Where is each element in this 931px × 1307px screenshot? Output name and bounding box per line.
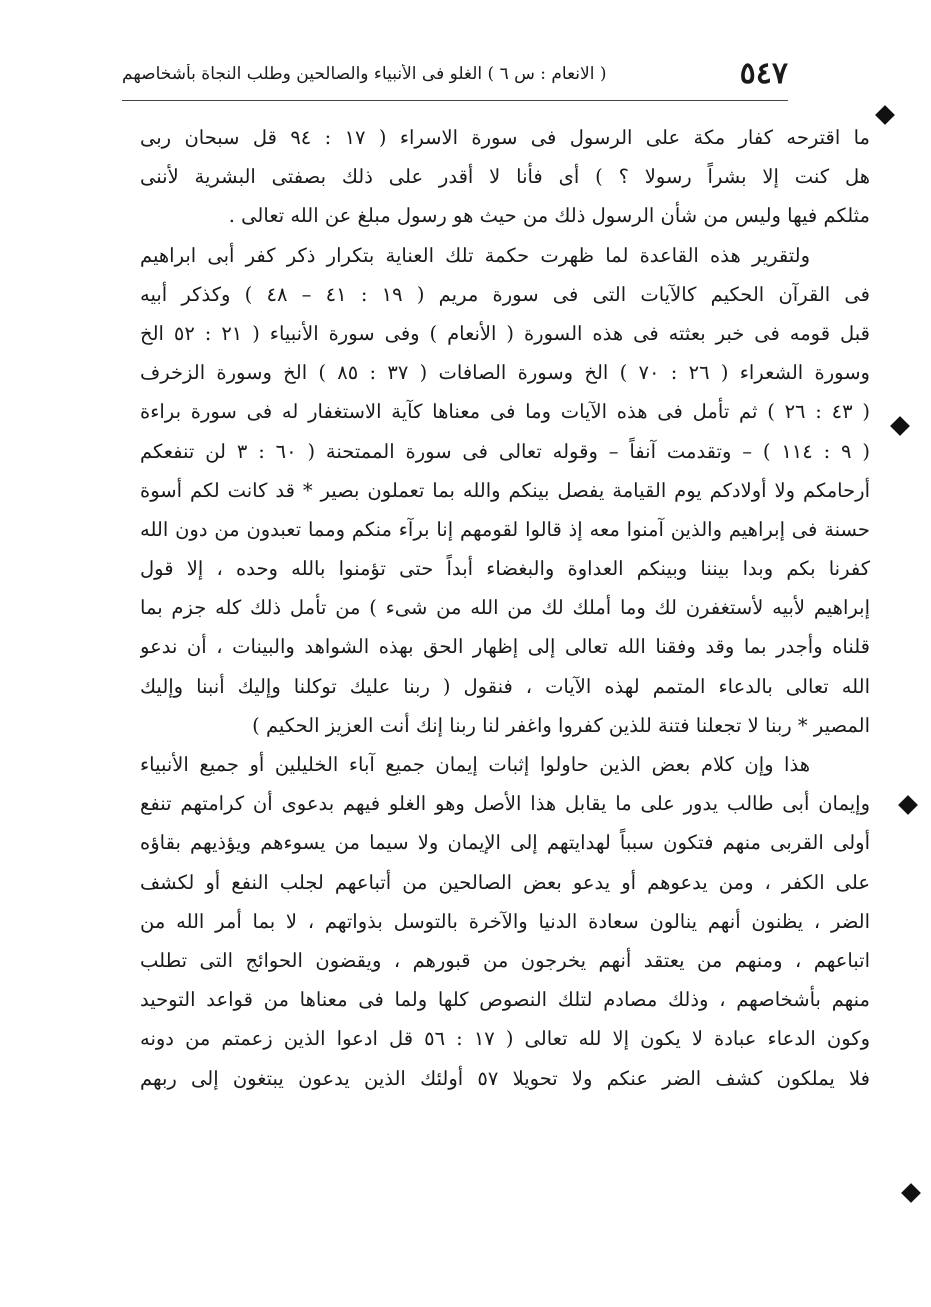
text-line: وسورة الشعراء ( ٢٦ : ٧٠ ) الخ وسورة الصافات ( ٣٧ : ٨٥ ) الخ وسورة الزخرف — [140, 361, 870, 385]
text-line: الضر ، يظنون أنهم ينالون سعادة الدنيا والآخرة بالتوسل بذواتهم ، لا بما أمر الله من — [140, 909, 870, 933]
text-line: اتباعهم ، ومنهم من يعتقد أنهم يخرجون من قبورهم ، ويقضون الحوائج التى تطلب — [140, 948, 870, 972]
page-number: ٥٤٧ — [739, 56, 788, 91]
margin-mark — [901, 1183, 921, 1203]
text-line: هذا وإن كلام بعض الذين حاولوا إثبات إيمان جميع آباء الخليلين أو جميع الأنبياء — [140, 753, 810, 776]
text-line: الله تعالى بالدعاء المتمم لهذه الآيات ، فنقول ( ربنا عليك توكلنا وإليك أنبنا وإليك — [140, 674, 870, 698]
running-title: ( الانعام : س ٦ ) الغلو فى الأنبياء والصالحين وطلب النجاة بأشخاصهم — [122, 64, 607, 84]
text-line: ( ٩ : ١١٤ ) – وتقدمت آنفاً – وقوله تعالى فى سورة الممتحنة ( ٦٠ : ٣ لن تنفعكم — [140, 439, 870, 463]
text-line: أرحامكم ولا أولادكم يوم القيامة يفصل بينكم والله بما تعملون بصير * قد كانت لكم أسوة — [140, 478, 870, 502]
body-text — [140, 118, 870, 1098]
text-line: كفرنا بكم وبدا بيننا وبينكم العداوة والبغضاء أبداً حتى تؤمنوا بالله وحده ، إلا قول — [140, 557, 870, 581]
text-line: مثلكم فيها وليس من شأن الرسول ذلك من حيث هو رسول مبلغ عن الله تعالى . — [228, 204, 870, 228]
text-line: المصير * ربنا لا تجعلنا فتنة للذين كفروا واغفر لنا ربنا إنك أنت العزيز الحكيم ) — [252, 713, 870, 737]
text-line: حسنة فى إبراهيم والذين آمنوا معه إذ قالوا لقومهم إنا برآء منكم ومما تعبدون من دون الله — [140, 517, 870, 541]
text-line: هل كنت إلا بشراً رسولا ؟ ) أى فأنا لا أقدر على ذلك بصفتى البشرية لأننى — [140, 165, 870, 189]
text-line: أولى القربى منهم فتكون سبباً لهدايتهم إلى الإيمان ولا سيما من يسوءهم ويؤذيهم بقاؤه — [140, 831, 870, 855]
text-line: وإيمان أبى طالب يدور على ما يقابل هذا الأصل وهو الغلو فيهم بدعوى أن كرامتهم تنفع — [140, 792, 870, 816]
margin-mark — [898, 795, 918, 815]
text-line: ( ٤٣ : ٢٦ ) ثم تأمل فى هذه الآيات وما فى معناها كآية الاستغفار له فى سورة براءة — [140, 400, 870, 424]
text-line: فى القرآن الحكيم كالآيات التى فى سورة مريم ( ١٩ : ٤١ – ٤٨ ) وكذكر أبيه — [140, 282, 870, 306]
text-line: ما اقترحه كفار مكة على الرسول فى سورة الاسراء ( ١٧ : ٩٤ قل سبحان ربى — [140, 126, 870, 149]
text-line: قلناه وأجدر بما وقد وفقنا الله تعالى إلى إظهار الحق بهذه الشواهد والبينات ، أن ندعو — [140, 635, 870, 659]
text-line: على الكفر ، ومن يدعوهم أو يدعو بعض الصالحين من أتباعهم لجلب النفع أو لكشف — [140, 870, 870, 894]
text-line: ولتقرير هذه القاعدة لما ظهرت حكمة تلك العناية بتكرار ذكر كفر أبى ابراهيم — [140, 243, 810, 267]
text-line: منهم بأشخاصهم ، وذلك مصادم لتلك النصوص كلها ولما فى معناها من قواعد التوحيد — [140, 988, 870, 1012]
text-line: قبل قومه فى خبر بعثته فى هذه السورة ( الأنعام ) وفى سورة الأنبياء ( ٢١ : ٥٢ الخ — [140, 321, 870, 345]
margin-mark — [890, 416, 910, 436]
running-header — [122, 58, 788, 98]
header-divider — [122, 100, 788, 101]
text-line: فلا يملكون كشف الضر عنكم ولا تحويلا ٥٧ أولئك الذين يدعون يبتغون إلى ربهم — [140, 1066, 870, 1090]
text-line: إبراهيم لأبيه لأستغفرن لك وما أملك لك من الله من شىء ) من تأمل ذلك كله جزم بما — [140, 596, 870, 620]
margin-mark — [875, 105, 895, 125]
text-line: وكون الدعاء عبادة لا يكون إلا لله تعالى ( ١٧ : ٥٦ قل ادعوا الذين زعمتم من دونه — [140, 1027, 870, 1051]
